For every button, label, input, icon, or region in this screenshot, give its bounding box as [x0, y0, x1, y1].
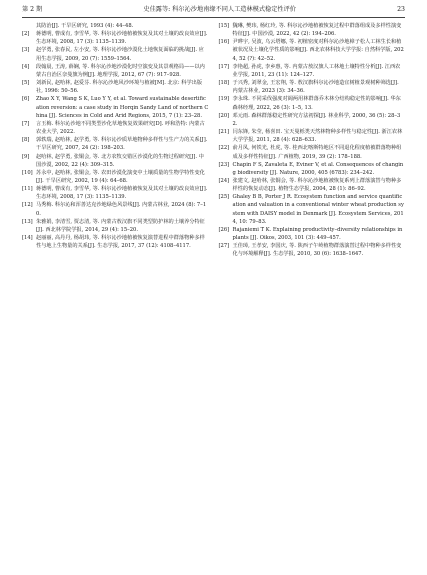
- reference-column-right: [219, 22, 406, 557]
- running-header: [22, 4, 405, 16]
- page-number: 23: [397, 6, 405, 13]
- reference-text: 蒋德明, 曹成有, 李雪华, 等. 科尔沁沙地植被恢复及其对土壤的改良效应[J]. 生态环境, 2008, 17 (3): 1135–1139.: [36, 31, 208, 46]
- reference-text: Zhao X Y, Wang S K, Luo Y Y, et al. Toward sustainable desertification reversion: a case study in Horqin Sandy Land of northern China [J]. Sciences in Cold and Arid Regions, 2015, 7 (1): 23–28.: [36, 96, 209, 119]
- reference-entry: [219, 63, 406, 79]
- reference-entry: [22, 234, 209, 250]
- reference-number: [14]: [22, 235, 33, 242]
- reference-number: [27]: [218, 243, 230, 250]
- reference-entry: [22, 185, 209, 201]
- reference-number: [20]: [218, 112, 230, 119]
- reference-text: 段翰晨, 王涛, 薛娴, 等. 科尔沁沙地沙漠化时空演变及其景观格局——以内蒙古自治区奈曼旗为例[J]. 地理学报, 2012, 67 (7): 917–928.: [36, 63, 205, 78]
- reference-text: 李永珠. 不同采伐强度对阔两用林群落乔木林分结构稳定性的影响[J]. 华东森林经理, 2022, 26 (3): 1–5, 13.: [232, 96, 401, 111]
- reference-number: [17]: [218, 63, 230, 70]
- reference-number: [4]: [22, 63, 30, 70]
- reference-number: [25]: [218, 194, 230, 201]
- reference-entry: [219, 226, 406, 242]
- reference-entry: [219, 38, 406, 62]
- reference-text: Rajaniemi T K. Explaining productivity–diversity relationships in plants [J]. Oikos, 2003, 101 (3): 449–457.: [232, 226, 403, 242]
- reference-number: [9]: [22, 153, 30, 160]
- reference-text: 赵丽丽, 高丹丹, 杨胡玮, 等. 科尔沁沙地植被恢复演替进程中群落物种多样性与地上生物量的关系[J]. 生态学报, 2017, 37 (12): 4108–4117.: [36, 235, 205, 250]
- reference-entry: [219, 95, 406, 111]
- reference-text: 王佳璋, 王孝安, 李国庆, 等. 陕西子午岭植物群落演替过程中物种多样性变化与环境解释[J]. 生态学报, 2010, 30 (6): 1638–1647.: [232, 243, 402, 258]
- reference-number: [8]: [22, 137, 30, 144]
- reference-number: [24]: [218, 177, 230, 184]
- reference-text: 尹晔宇, 吴波, 乌云塔娜, 等. 初植密度对科尔沁沙地樟子松人工林生长和植被状况及土壤化学性质的影响[J]. 西北农林科技大学学报: 自然科学版, 2024, 52 (?): 42–52.: [232, 39, 404, 62]
- reference-entry: [22, 63, 209, 79]
- reference-entry: [219, 22, 406, 38]
- reference-text: 言玉梅. 科尔沁沙地不同类型沙化草地恢复效果研究[D]. 呼和浩特: 内蒙古农业大学, 2022.: [36, 120, 205, 136]
- running-title: 史佳露等: 科尔沁沙地南缘不同人工造林模式稳定性评价: [143, 6, 296, 13]
- reference-text: 赵学勇, 张春民, 左小安, 等. 科尔沁沙地沙漠化土地恢复面临的挑战[J]. 应用生态学报, 2009, 20 (7): 1559–1564.: [36, 47, 204, 62]
- reference-list: [22, 22, 405, 557]
- reference-number: [2]: [22, 31, 30, 38]
- reference-entry: [22, 46, 209, 62]
- reference-entry: [22, 120, 209, 136]
- reference-entry: [22, 218, 209, 234]
- reference-text: Chapin F S, Zavaleta E, Eviner V, et al. Consequences of changing biodiversity [J]. Nature, 2000, 405 (6783): 234–242.: [232, 161, 404, 176]
- reference-entry: [219, 193, 406, 226]
- reference-entry: [22, 22, 209, 30]
- reference-text: 马秀梅. 科尔沁和浑善达克沙地绿色风景线[J]. 内蒙古林业, 2024 (8): 7–10.: [36, 202, 207, 217]
- reference-number: [21]: [218, 129, 230, 136]
- reference-number: [11]: [22, 186, 33, 193]
- reference-number: [7]: [22, 120, 30, 127]
- reference-entry: [22, 169, 209, 185]
- header-rule: [22, 17, 405, 18]
- reference-entry: [22, 201, 209, 217]
- reference-text: 闫东锋, 朱莹, 杨喜田. 宝天曼栎类天然林物种多样性与稳定性[J]. 浙江农林大学学报, 2011, 28 (4): 628–633.: [232, 129, 403, 144]
- reference-number: [12]: [22, 202, 33, 209]
- reference-text: 于兴秀, 刘翠金, 王宏翔, 等. 敖汉旗科尔沁沙地造宜树植景观树种筛选[J]. 内蒙古林业, 2023 (3): 34–36.: [232, 80, 399, 95]
- reference-entry: [22, 136, 209, 152]
- reference-entry: [22, 79, 209, 95]
- reference-text: 俞月凤, 何铁光, 杜虎, 等. 桂西北喀斯特地区不同退化程度植被群落物种组成及多样性特征[J]. 广西植物, 2019, 39 (2): 178–188.: [232, 145, 402, 160]
- reference-number: [10]: [22, 169, 33, 176]
- reference-text: 魏琳, 樊玮, 杨红玲, 等. 科尔沁沙地植被恢复过程中群落组成及多样性演变特征[J]. 中国沙漠, 2022, 42 (2): 194–206.: [232, 23, 402, 38]
- reference-number: [22]: [218, 145, 230, 152]
- issue-number: 第 2 期: [22, 6, 43, 13]
- reference-text: 邓元雨. 森林群落稳定性研究方法初探[J]. 林业科学, 2000, 36 (5): 28–32.: [232, 112, 401, 127]
- reference-number: [16]: [218, 39, 230, 46]
- reference-entry: [219, 112, 406, 128]
- reference-column-left: [22, 22, 209, 557]
- reference-text: 张建文, 赵哈林, 张铜会, 等. 科尔沁沙地植被恢复系列上群落演替与物种多样性的恢复动态[J]. 植物生态学报, 2004, 28 (1): 86–92.: [232, 177, 402, 193]
- reference-number: [5]: [22, 80, 30, 87]
- reference-entry: [219, 79, 406, 95]
- reference-number: [23]: [218, 161, 230, 168]
- reference-number: [13]: [22, 218, 33, 225]
- reference-entry: [219, 161, 406, 177]
- reference-entry: [22, 95, 209, 119]
- reference-entry: [22, 30, 209, 46]
- reference-text: Ghaley B B, Porter J R. Ecosystem function and service quantification and valuation in a conventional winter wheat production system with DAISY model in Denmark [J]. Ecosystem Services, 2014, 10: 79–83.: [232, 194, 404, 225]
- reference-text: 李艳超, 孙虎, 李乡惠, 等. 内蒙古敖汉旗人工林地土壤特性分析[J]. 江西农业学报, 2011, 23 (11): 124–127.: [232, 63, 401, 78]
- reference-text: 赵哈林, 赵学勇, 张铜会, 等. 北方农牧交错区沙漠化的生物过程研究[J]. 中国沙漠, 2002, 22 (4): 309–315.: [36, 153, 204, 168]
- reference-text: 郭轶瑞, 赵哈林, 赵学勇, 等. 科尔沁沙质草地物种多样性与生产力的关系[J]. 干旱区研究, 2007, 24 (2): 198–203.: [36, 137, 208, 152]
- reference-number: [19]: [218, 96, 230, 103]
- reference-entry: [219, 128, 406, 144]
- reference-number: [18]: [218, 80, 230, 87]
- reference-entry: [219, 242, 406, 258]
- reference-number: [15]: [218, 23, 230, 29]
- reference-text: 刘新民, 赵哈林, 赵爱芬. 科尔沁沙地风沙环境与植被[M]. 北京: 科学出版社, 1996: 50–56.: [36, 80, 203, 95]
- reference-number: [26]: [218, 226, 230, 233]
- reference-number: [6]: [22, 96, 30, 103]
- reference-text: 朱雅娟, 李清雪, 贾志清, 等. 内蒙古敖汉旗不同类型防护林的土壤养分特征[J]. 西北林学院学报, 2014, 29 (4): 15–20.: [36, 218, 205, 233]
- reference-number: [3]: [22, 47, 30, 54]
- reference-text: 蒋德明, 曹成有, 李雪华, 等. 科尔沁沙地植被恢复及其对土壤的改良效应[J]. 生态环境, 2008, 17 (3): 1135–1139.: [36, 186, 208, 201]
- reference-entry: [22, 153, 209, 169]
- reference-entry: [219, 144, 406, 160]
- reference-entry: [219, 177, 406, 193]
- reference-text: 苏永中, 赵哈林, 张铜会, 等. 农田沙漠化演变中土壤质量的生物学特性变化[J]. 干旱区研究, 2002, 19 (4): 64–68.: [36, 169, 205, 184]
- reference-text: 其防治[J]. 干旱区研究, 1993 (4): 44–48.: [36, 23, 134, 29]
